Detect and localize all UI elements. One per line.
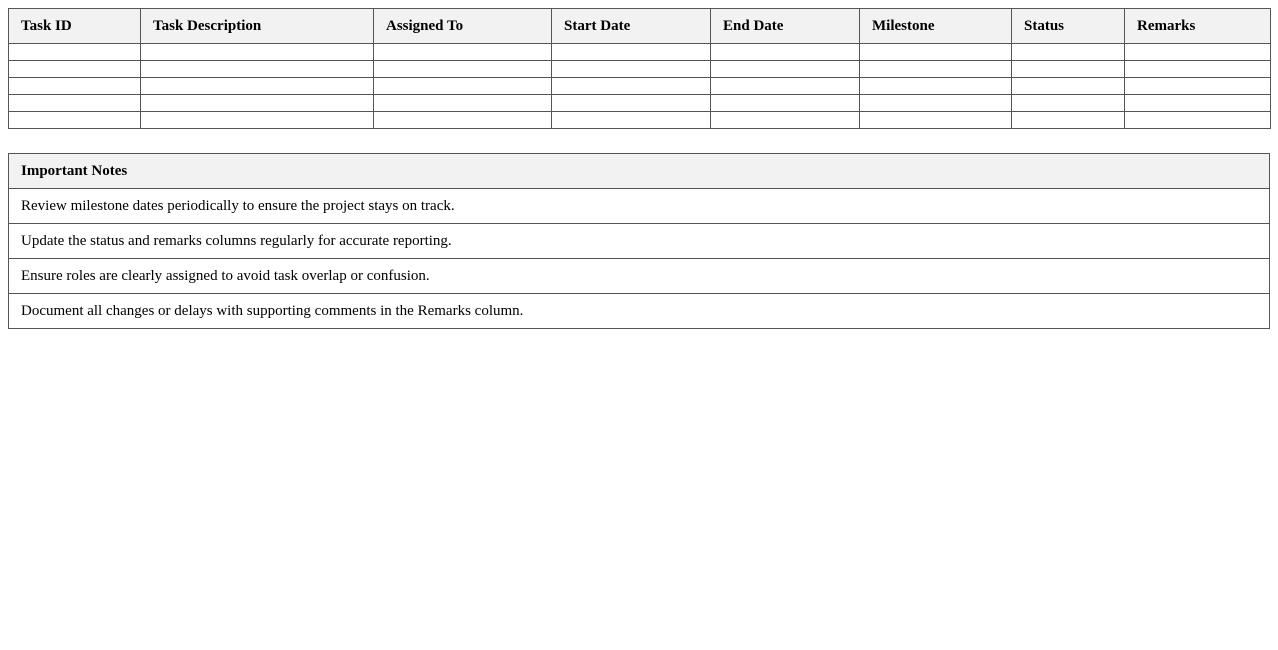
table-cell[interactable] [552, 61, 711, 78]
table-cell[interactable] [374, 95, 552, 112]
header-status: Status [1012, 9, 1125, 44]
header-remarks: Remarks [1125, 9, 1271, 44]
table-cell[interactable] [374, 112, 552, 129]
table-cell[interactable] [9, 44, 141, 61]
table-row [9, 78, 1271, 95]
table-cell[interactable] [141, 95, 374, 112]
table-row [9, 112, 1271, 129]
notes-header-row [9, 154, 1270, 189]
header-assigned-to: Assigned To [374, 9, 552, 44]
table-cell[interactable] [1125, 61, 1271, 78]
task-table-header-row [9, 9, 1271, 44]
task-table [8, 8, 1271, 129]
header-task-id: Task ID [9, 9, 141, 44]
table-row [9, 95, 1271, 112]
table-cell[interactable] [1125, 112, 1271, 129]
table-cell[interactable] [711, 44, 860, 61]
table-cell[interactable] [1125, 95, 1271, 112]
table-cell[interactable] [9, 112, 141, 129]
note-text: Review milestone dates periodically to ensure the project stays on track. [9, 189, 1270, 224]
table-cell[interactable] [552, 112, 711, 129]
table-cell[interactable] [860, 61, 1012, 78]
table-row [9, 61, 1271, 78]
note-text: Update the status and remarks columns regularly for accurate reporting. [9, 224, 1270, 259]
table-cell[interactable] [9, 95, 141, 112]
list-item [9, 189, 1270, 224]
table-cell[interactable] [860, 44, 1012, 61]
table-cell[interactable] [711, 112, 860, 129]
table-cell[interactable] [141, 61, 374, 78]
notes-table [8, 153, 1270, 329]
table-cell[interactable] [374, 44, 552, 61]
table-cell[interactable] [1012, 78, 1125, 95]
table-cell[interactable] [860, 78, 1012, 95]
header-milestone: Milestone [860, 9, 1012, 44]
note-text: Ensure roles are clearly assigned to avoid task overlap or confusion. [9, 259, 1270, 294]
table-cell[interactable] [860, 112, 1012, 129]
table-cell[interactable] [9, 61, 141, 78]
note-text: Document all changes or delays with supporting comments in the Remarks column. [9, 294, 1270, 329]
table-cell[interactable] [552, 78, 711, 95]
table-cell[interactable] [552, 44, 711, 61]
list-item [9, 294, 1270, 329]
table-cell[interactable] [1125, 44, 1271, 61]
header-end-date: End Date [711, 9, 860, 44]
table-cell[interactable] [552, 95, 711, 112]
table-cell[interactable] [374, 78, 552, 95]
list-item [9, 224, 1270, 259]
table-cell[interactable] [711, 61, 860, 78]
notes-title: Important Notes [9, 154, 1270, 189]
header-task-description: Task Description [141, 9, 374, 44]
table-cell[interactable] [1012, 112, 1125, 129]
table-cell[interactable] [141, 78, 374, 95]
header-start-date: Start Date [552, 9, 711, 44]
table-cell[interactable] [141, 112, 374, 129]
table-cell[interactable] [711, 78, 860, 95]
table-cell[interactable] [1125, 78, 1271, 95]
table-cell[interactable] [1012, 44, 1125, 61]
table-cell[interactable] [9, 78, 141, 95]
table-cell[interactable] [374, 61, 552, 78]
list-item [9, 259, 1270, 294]
table-row [9, 44, 1271, 61]
table-cell[interactable] [141, 44, 374, 61]
table-cell[interactable] [711, 95, 860, 112]
table-cell[interactable] [1012, 61, 1125, 78]
table-cell[interactable] [860, 95, 1012, 112]
table-cell[interactable] [1012, 95, 1125, 112]
